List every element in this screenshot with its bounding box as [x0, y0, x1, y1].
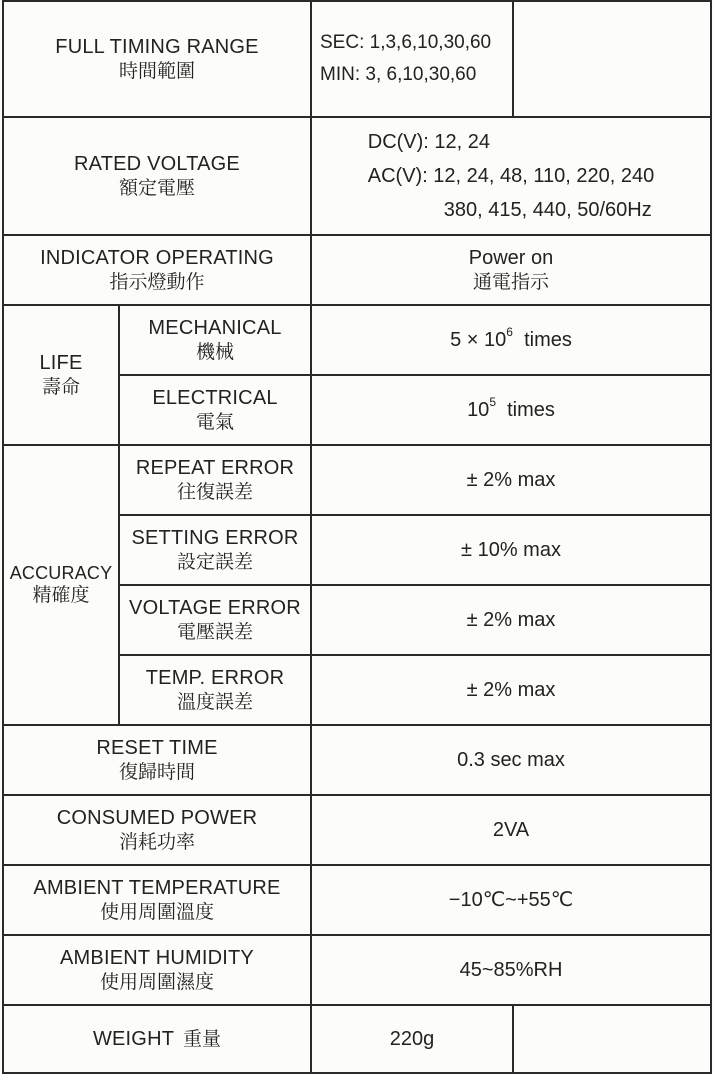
electrical-value	[467, 395, 555, 421]
rated-voltage-value-cell	[311, 117, 711, 235]
ambient-humidity-label-en: AMBIENT HUMIDITY	[60, 946, 254, 969]
voltage-error-label-zh: 電壓誤差	[176, 620, 253, 643]
life-label-zh: 壽命	[41, 375, 80, 398]
row-ambient-temperature	[3, 865, 711, 935]
temp-error-label-cell	[119, 655, 311, 725]
consumed-power-label-en: CONSUMED POWER	[56, 806, 258, 829]
row-indicator	[3, 235, 711, 305]
setting-error-value-cell	[311, 515, 711, 585]
voltage-error-label-en: VOLTAGE ERROR	[129, 596, 301, 619]
reset-time-label-cell	[3, 725, 311, 795]
indicator-label-en: INDICATOR OPERATING	[40, 246, 274, 269]
reset-time-value-cell	[311, 725, 711, 795]
spec-table	[2, 0, 712, 1074]
timing-range-label-en: FULL TIMING RANGE	[55, 35, 259, 58]
reset-time-value: 0.3 sec max	[457, 748, 565, 771]
rated-voltage-values	[368, 130, 654, 223]
accuracy-label-en: ACCURACY	[9, 562, 113, 583]
accuracy-label-cell	[3, 445, 119, 725]
weight-label-zh: 重量	[183, 1027, 222, 1050]
rated-voltage-label-zh: 額定電壓	[118, 176, 195, 199]
indicator-label-cell	[3, 235, 311, 305]
repeat-error-label-zh: 往復誤差	[176, 480, 253, 503]
temp-error-value: ± 2% max	[466, 678, 556, 701]
ambient-humidity-label-zh: 使用周圍濕度	[99, 970, 214, 993]
weight-label-en: WEIGHT	[92, 1027, 175, 1050]
electrical-value-cell	[311, 375, 711, 445]
setting-error-value: ± 10% max	[461, 538, 561, 561]
consumed-power-value: 2VA	[492, 818, 530, 841]
setting-error-label-en: SETTING ERROR	[131, 526, 299, 549]
mechanical-value-cell	[311, 305, 711, 375]
ambient-temperature-label-en: AMBIENT TEMPERATURE	[33, 876, 281, 899]
life-label-cell	[3, 305, 119, 445]
electrical-base: 10	[467, 398, 490, 421]
mechanical-unit: times	[524, 328, 572, 351]
ambient-humidity-value: 45~85%RH	[459, 958, 563, 981]
consumed-power-label-zh: 消耗功率	[118, 830, 195, 853]
voltage-error-value: ± 2% max	[466, 608, 556, 631]
mechanical-base: 5 × 10	[450, 328, 507, 351]
row-timing-range	[3, 1, 711, 117]
timing-range-label-cell	[3, 1, 311, 117]
setting-error-label-cell	[119, 515, 311, 585]
electrical-exp: 5	[489, 395, 496, 410]
ambient-temperature-value-cell	[311, 865, 711, 935]
mechanical-value	[450, 325, 572, 351]
mechanical-exp: 6	[506, 325, 513, 340]
mechanical-label-en: MECHANICAL	[148, 316, 282, 339]
rated-voltage-dc: DC(V): 12, 24	[367, 130, 491, 153]
consumed-power-value-cell	[311, 795, 711, 865]
rated-voltage-ac-line1: AC(V): 12, 24, 48, 110, 220, 240	[367, 164, 655, 187]
reset-time-label-en: RESET TIME	[96, 736, 218, 759]
row-consumed-power	[3, 795, 711, 865]
row-rated-voltage	[3, 117, 711, 235]
timing-range-empty-cell	[513, 1, 711, 117]
mechanical-label-cell	[119, 305, 311, 375]
rated-voltage-label-cell	[3, 117, 311, 235]
row-accuracy-repeat	[3, 445, 711, 515]
ambient-temperature-label-cell	[3, 865, 311, 935]
ambient-temperature-value: −10℃~+55℃	[448, 888, 574, 911]
row-life-mechanical	[3, 305, 711, 375]
repeat-error-label-cell	[119, 445, 311, 515]
life-label-en: LIFE	[39, 351, 83, 374]
timing-range-value-cell	[311, 1, 513, 117]
ambient-temperature-label-zh: 使用周圍溫度	[99, 900, 214, 923]
repeat-error-value-cell	[311, 445, 711, 515]
timing-range-min: MIN: 3, 6,10,30,60	[320, 64, 477, 85]
ambient-humidity-value-cell	[311, 935, 711, 1005]
temp-error-label-zh: 溫度誤差	[176, 690, 253, 713]
temp-error-value-cell	[311, 655, 711, 725]
reset-time-label-zh: 復歸時間	[118, 760, 195, 783]
electrical-label-en: ELECTRICAL	[152, 386, 278, 409]
indicator-value-en: Power on	[468, 246, 554, 269]
indicator-label-zh: 指示燈動作	[109, 270, 205, 293]
indicator-value-zh: 通電指示	[472, 270, 549, 293]
row-reset-time	[3, 725, 711, 795]
timing-range-sec: SEC: 1,3,6,10,30,60	[320, 32, 492, 54]
voltage-error-value-cell	[311, 585, 711, 655]
electrical-label-cell	[119, 375, 311, 445]
timing-range-label-zh: 時間範圍	[118, 59, 195, 82]
accuracy-label-zh: 精確度	[32, 584, 90, 607]
voltage-error-label-cell	[119, 585, 311, 655]
rated-voltage-label-en: RATED VOLTAGE	[74, 152, 240, 175]
repeat-error-value: ± 2% max	[466, 468, 556, 491]
setting-error-label-zh: 設定誤差	[176, 550, 253, 573]
consumed-power-label-cell	[3, 795, 311, 865]
row-ambient-humidity	[3, 935, 711, 1005]
electrical-unit: times	[507, 398, 555, 421]
rated-voltage-ac-line2: 380, 415, 440, 50/60Hz	[443, 198, 652, 221]
repeat-error-label-en: REPEAT ERROR	[135, 456, 295, 479]
electrical-label-zh: 電氣	[195, 410, 234, 433]
ambient-humidity-label-cell	[3, 935, 311, 1005]
temp-error-label-en: TEMP. ERROR	[145, 666, 285, 689]
weight-value: 220g	[389, 1027, 435, 1050]
indicator-value-cell	[311, 235, 711, 305]
mechanical-label-zh: 機械	[195, 340, 234, 363]
